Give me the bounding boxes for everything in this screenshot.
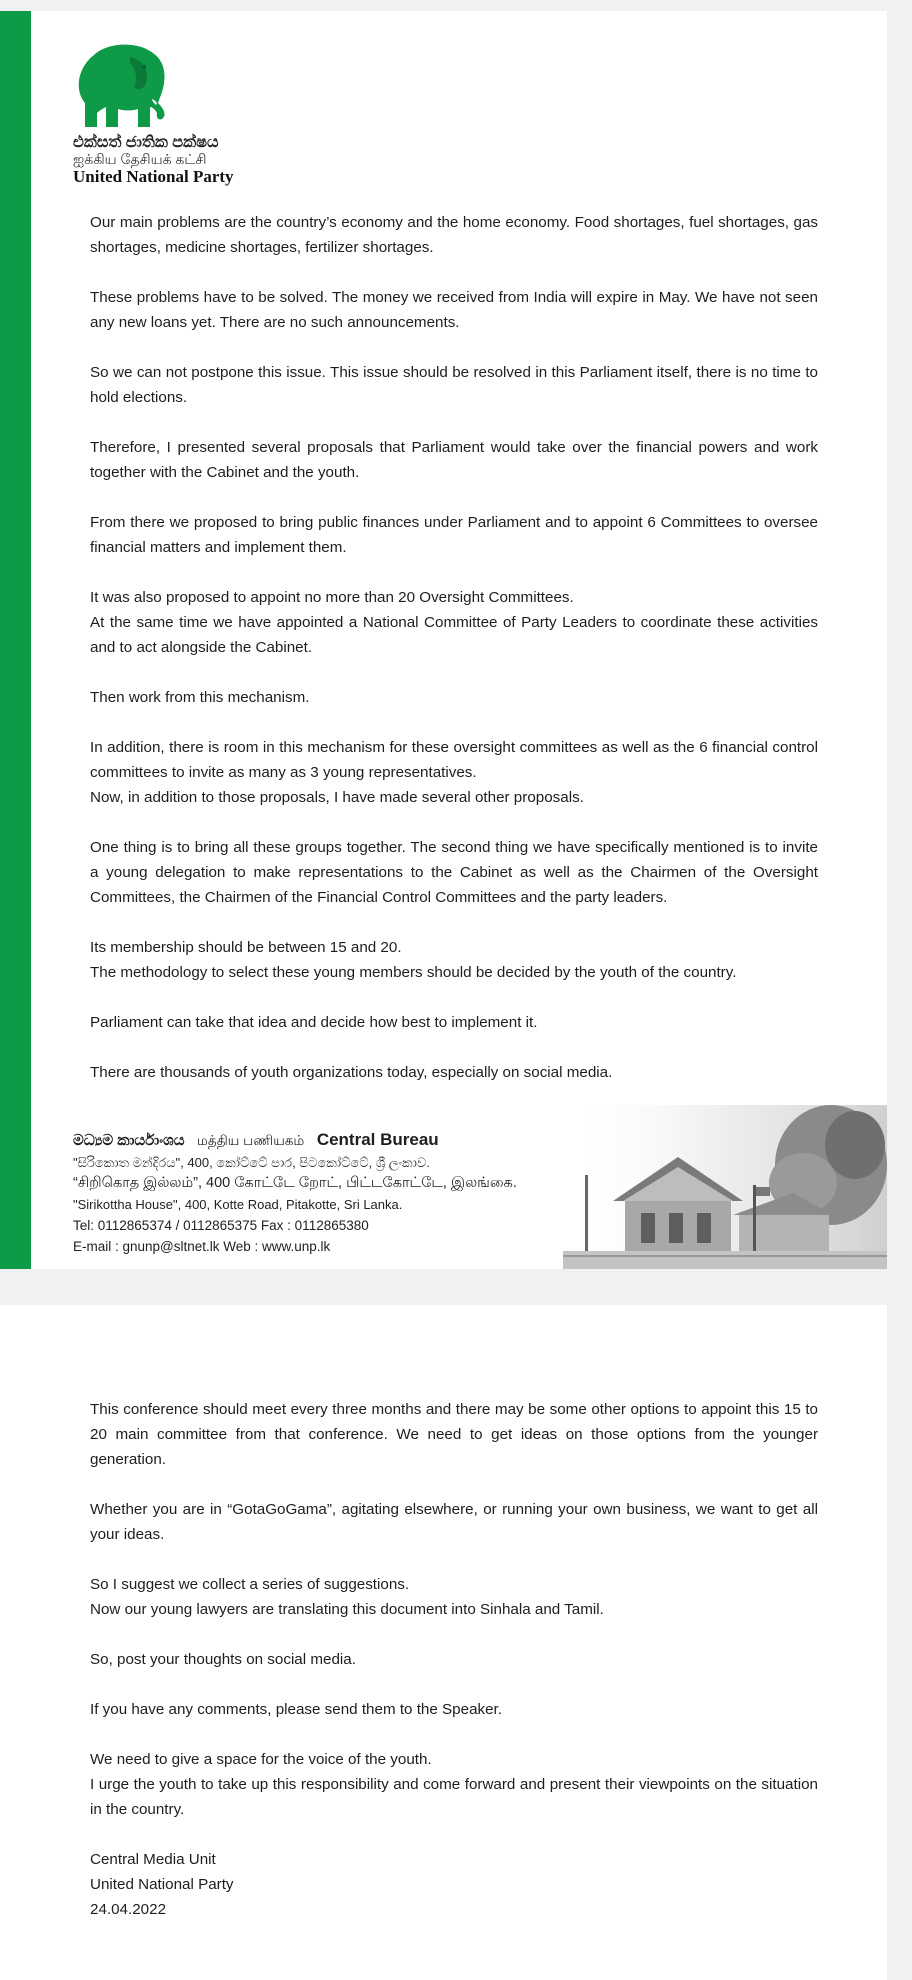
paragraph-group [90,735,818,810]
bureau-sinhala: මධ්‍යම කාර්යාංශය [73,1132,185,1149]
bureau-english: Central Bureau [316,1130,439,1149]
paragraph-line: At the same time we have appointed a National Committee of Party Leaders to coordinate these activities and to act alongside the Cabinet. [90,614,818,656]
party-name-tamil: ஐக்கிய தேசியக் கட்சி [73,151,207,167]
address-tamil: “சிறிகொத இல்லம்”, 400 கோட்டே றோட், பிட்டகோட்டே, இலங்கை. [73,1175,517,1191]
elephant-icon [72,39,172,133]
paragraph: Then work from this mechanism. [90,689,310,706]
paragraph: Therefore, I presented several proposals that Parliament would take over the financial powers and work together with the Cabinet and the youth. [90,439,818,481]
paragraph: Parliament can take that idea and decide how best to implement it. [90,1014,538,1031]
paragraph-line: Now our young lawyers are translating this document into Sinhala and Tamil. [90,1601,604,1618]
paragraph-group [90,1747,818,1822]
paragraph: Whether you are in “GotaGoGama”, agitating elsewhere, or running your own business, we want to get all your ideas. [90,1501,818,1543]
paragraph-line: Now, in addition to those proposals, I have made several other proposals. [90,789,584,806]
telephone-fax: Tel: 0112865374 / 0112865375 Fax : 0112865380 [73,1218,369,1233]
paragraph: If you have any comments, please send them to the Speaker. [90,1701,502,1718]
paragraph-line: Its membership should be between 15 and 20. [90,939,402,956]
paragraph: From there we proposed to bring public finances under Parliament and to appoint 6 Committees to oversee financial matters and implement them. [90,514,818,556]
signature-party: United National Party [90,1876,234,1893]
paragraph: These problems have to be solved. The money we received from India will expire in May. We have not seen any new loans yet. There are no such announcements. [90,289,818,331]
paragraph-group [90,1572,818,1622]
paragraph: There are thousands of youth organizations today, especially on social media. [90,1064,613,1081]
paragraph: One thing is to bring all these groups together. The second thing we have specifically mentioned is to invite a young delegation to make representations to the Cabinet as well as the Chairmen of the Oversight Committees, the Chairmen of the Financial Control Committees and the party leaders. [90,839,818,906]
paragraph: So we can not postpone this issue. This issue should be resolved in this Parliament itself, there is no time to hold elections. [90,364,818,406]
paragraph-line: The methodology to select these young members should be decided by the youth of the country. [90,964,737,981]
paragraph-line: It was also proposed to appoint no more than 20 Oversight Committees. [90,589,574,606]
paragraph: Our main problems are the country’s economy and the home economy. Food shortages, fuel shortages, gas shortages, medicine shortages, fertilizer shortages. [90,214,818,256]
bureau-tamil: மத்திய பணியகம் [197,1133,305,1148]
paragraph: This conference should meet every three months and there may be some other options to appoint this 15 to 20 main committee from that conference. We need to get ideas on those options from the younger generation. [90,1401,818,1468]
signature-date: 24.04.2022 [90,1901,167,1918]
paragraph-line: We need to give a space for the voice of the youth. [90,1751,432,1768]
building-photo [563,1105,887,1269]
central-bureau-footer [73,1129,593,1257]
paragraph-group [90,935,818,985]
page2-body [90,1397,818,1922]
party-name-english: United National Party [73,167,234,186]
party-name-block [73,134,234,185]
signature-block [90,1847,818,1922]
address-sinhala: "සිරිකොත මන්දිරය", 400, කෝට්ටේ පාර, පිටකෝට්ටේ, ශ්‍රී ලංකාව. [73,1155,430,1170]
paragraph: So, post your thoughts on social media. [90,1651,356,1668]
address-english: "Sirikottha House", 400, Kotte Road, Pitakotte, Sri Lanka. [73,1197,403,1212]
party-name-sinhala: එක්සත් ජාතික පක්ෂය [73,134,219,151]
email-web: E-mail : gnunp@sltnet.lk Web : www.unp.lk [73,1239,331,1254]
green-side-bar [0,11,31,1269]
paragraph-group [90,585,818,660]
paragraph-line: In addition, there is room in this mechanism for these oversight committees as well as the 6 financial control committees to invite as many as 3 young representatives. [90,739,818,781]
paragraph-line: I urge the youth to take up this responsibility and come forward and present their viewpoints on the situation in the country. [90,1776,818,1818]
bureau-title [73,1129,593,1152]
page1-body [90,210,818,1085]
signature-unit: Central Media Unit [90,1851,216,1868]
paragraph-line: So I suggest we collect a series of suggestions. [90,1576,410,1593]
